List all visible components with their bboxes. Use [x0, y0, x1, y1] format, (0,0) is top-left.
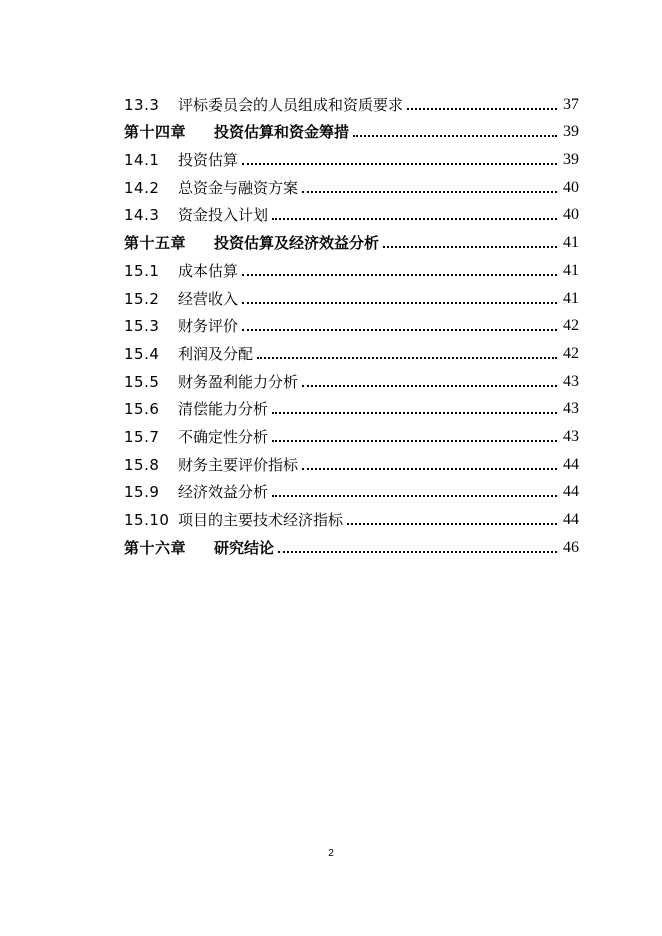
toc-entry-title: 项目的主要技术经济指标 — [178, 511, 344, 529]
toc-entry-title: 财务主要评价指标 — [178, 455, 299, 474]
toc-dot-leader — [302, 190, 557, 193]
toc-dot-leader — [302, 384, 557, 387]
toc-chapter-entry[interactable] — [124, 225, 579, 253]
toc-entry-page: 42 — [563, 317, 579, 335]
toc-entry-page: 43 — [563, 372, 579, 390]
toc-dot-leader — [272, 217, 557, 220]
toc-entry-page: 41 — [563, 289, 579, 307]
toc-dot-leader — [407, 107, 557, 110]
toc-entry[interactable] — [124, 419, 579, 447]
toc-entry-page: 40 — [563, 178, 579, 196]
toc-entry[interactable] — [124, 281, 579, 309]
toc-entry-title: 经营收入 — [178, 289, 239, 308]
toc-entry[interactable] — [124, 87, 579, 115]
toc-chapter-title: 研究结论 — [214, 538, 275, 557]
toc-entry-number: 14.1 — [124, 151, 160, 170]
table-of-contents — [124, 87, 579, 558]
toc-chapter-entry[interactable] — [124, 115, 579, 143]
toc-dot-leader — [272, 439, 557, 442]
toc-entry[interactable] — [124, 142, 579, 170]
toc-dot-leader — [353, 134, 557, 137]
toc-entry-title: 成本估算 — [178, 261, 239, 280]
toc-entry-page: 40 — [563, 206, 579, 224]
toc-entry-page: 44 — [563, 455, 579, 473]
toc-entry-number: 15.3 — [124, 317, 160, 336]
toc-dot-leader — [272, 411, 557, 414]
toc-entry-page: 43 — [563, 400, 579, 418]
toc-dot-leader — [347, 522, 557, 525]
toc-entry-page: 44 — [563, 511, 579, 528]
toc-entry-page: 43 — [563, 427, 579, 445]
toc-chapter-title: 投资估算和资金筹措 — [214, 123, 350, 142]
toc-entry[interactable] — [124, 502, 579, 530]
toc-entry-number: 15.7 — [124, 427, 160, 446]
toc-entry-page: 44 — [563, 483, 579, 501]
page-number: 2 — [328, 848, 334, 859]
toc-entry-title: 清偿能力分析 — [178, 400, 269, 419]
toc-entry-title: 利润及分配 — [178, 344, 254, 363]
toc-entry-title: 总资金与融资方案 — [178, 178, 299, 197]
toc-entry[interactable] — [124, 475, 579, 503]
toc-dot-leader — [242, 328, 557, 331]
toc-dot-leader — [242, 301, 557, 304]
toc-entry-title: 评标委员会的人员组成和资质要求 — [178, 95, 404, 114]
toc-entry-number: 14.3 — [124, 206, 160, 225]
toc-entry-page: 42 — [563, 344, 579, 362]
toc-entry-page: 41 — [563, 261, 579, 279]
toc-entry[interactable] — [124, 198, 579, 226]
toc-entry-number: 15.4 — [124, 344, 160, 363]
toc-entry-page: 37 — [563, 95, 579, 113]
toc-entry-number: 13.3 — [124, 95, 160, 114]
toc-entry[interactable] — [124, 309, 579, 337]
toc-entry-title: 不确定性分析 — [178, 427, 269, 446]
toc-entry[interactable] — [124, 447, 579, 475]
toc-entry-page: 41 — [563, 234, 579, 252]
toc-entry-page: 39 — [563, 123, 579, 141]
toc-dot-leader — [242, 162, 557, 165]
toc-dot-leader — [242, 273, 557, 276]
toc-entry-title: 财务盈利能力分析 — [178, 372, 299, 391]
toc-entry-number: 15.8 — [124, 455, 160, 474]
toc-entry-number: 14.2 — [124, 178, 160, 197]
toc-chapter-number: 第十五章 — [124, 234, 187, 253]
toc-entry-number: 15.5 — [124, 372, 160, 391]
toc-entry[interactable] — [124, 170, 579, 198]
toc-chapter-number: 第十四章 — [124, 123, 187, 142]
toc-entry[interactable] — [124, 253, 579, 281]
toc-entry-number: 15.1 — [124, 261, 160, 280]
toc-chapter-number: 第十六章 — [124, 538, 187, 557]
toc-dot-leader — [257, 356, 557, 359]
toc-entry-title: 经济效益分析 — [178, 483, 269, 502]
toc-chapter-entry[interactable] — [124, 530, 579, 558]
toc-entry-title: 财务评价 — [178, 317, 239, 336]
toc-dot-leader — [272, 494, 557, 497]
toc-entry[interactable] — [124, 364, 579, 392]
toc-entry-page: 46 — [563, 538, 579, 556]
toc-entry-title: 资金投入计划 — [178, 206, 269, 225]
toc-entry-number: 15.6 — [124, 400, 160, 419]
toc-entry-number: 15.9 — [124, 483, 160, 502]
toc-entry-number: 15.10 — [124, 511, 170, 529]
toc-entry[interactable] — [124, 392, 579, 420]
toc-entry-title: 投资估算 — [178, 151, 239, 170]
toc-entry-number: 15.2 — [124, 289, 160, 308]
toc-chapter-title: 投资估算及经济效益分析 — [214, 234, 380, 253]
toc-dot-leader — [278, 550, 557, 553]
toc-dot-leader — [383, 245, 557, 248]
toc-entry-page: 39 — [563, 151, 579, 169]
toc-dot-leader — [302, 467, 557, 470]
toc-entry[interactable] — [124, 336, 579, 364]
